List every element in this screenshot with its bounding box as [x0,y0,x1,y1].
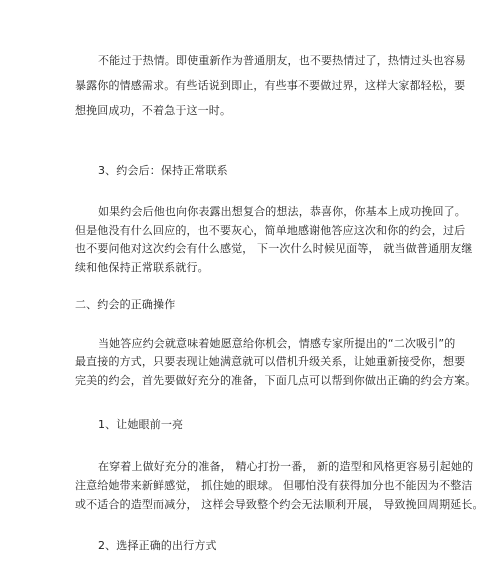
paragraph-line: 但是他没有什么回应的，也不要灰心，简单地感谢他答应这次和你的约会，过后 [75,224,466,237]
paragraph-line: 续和他保持正常联系就行。 [75,261,209,274]
paragraph-line: 最直接的方式，只要表现让她满意就可以借机升级关系，让她重新接受你，想要 [75,355,466,368]
paragraph-line: 想挽回成功，不着急于这一时。 [75,104,232,117]
paragraph-line: 当她答应约会就意味着她愿意给你机会，情感专家所提出的“二次吸引”的 [98,337,456,350]
paragraph-line: 也不要问他对这次约会有什么感觉， 下一次什么时候见面等， 就当做普通朋友继 [75,242,473,255]
paragraph-line: 在穿着上做好充分的准备， 精心打扮一番， 新的造型和风格更容易引起她的 [98,460,474,473]
section-heading: 2、选择正确的出行方式 [98,539,217,552]
section-heading: 二、约会的正确操作 [75,298,176,311]
section-heading: 1、让她眼前一亮 [98,418,184,431]
paragraph-line: 如果约会后他也向你表露出想复合的想法，恭喜你，你基本上成功挽回了。 [98,205,466,218]
paragraph-line: 暴露你的情感需求。有些话说到即止，有些事不要做过界，这样大家都轻松，要 [75,79,466,92]
paragraph-line: 或不适合的造型而减分， 这样会导致整个约会无法顺利开展， 导致挽回周期延长。 [75,498,484,511]
section-heading: 3、约会后：保持正常联系 [98,164,228,177]
paragraph-line: 不能过于热情。即使重新作为普通朋友，也不要热情过了，热情过头也容易 [98,54,466,67]
paragraph-line: 注意给她带来新鲜感觉， 抓住她的眼球。 但哪怕没有获得加分也不能因为不整洁 [75,479,473,492]
paragraph-line: 完美的约会，首先要做好充分的准备，下面几点可以帮到你做出正确的约会方案。 [75,374,477,387]
